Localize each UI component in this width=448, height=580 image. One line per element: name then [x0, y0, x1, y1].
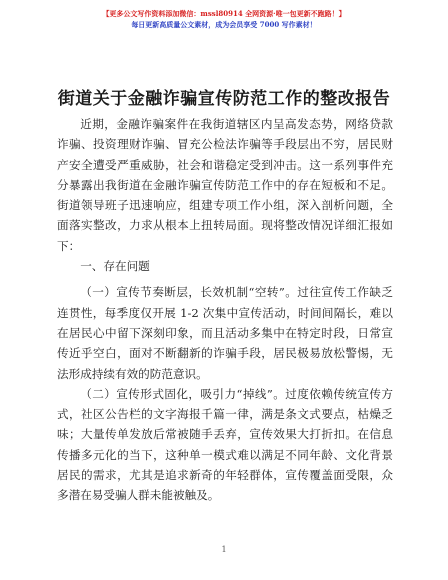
promo-banner-line-1: 【更多公文写作资料添加微信：mssl80914 全网资源·唯一包更新不跑路！】 — [102, 9, 346, 18]
page-number: 1 — [221, 545, 227, 554]
document-body — [57, 114, 393, 506]
intro-paragraph: 近期，金融诈骗案件在我街道辖区内呈高发态势，网络贷款诈骗、投资理财诈骗、冒充公检法诈骗等手段层出不穷，居民财产安全遭受严重威胁，社会和谐稳定受到冲击。这一系列事件充分暴露出我街道在金融诈骗宣传防范工作中的存在短板和不足。街道领导班子迅速响应，组建专项工作小组，深入剖析问题，全面落实整改，力求从根本上扭转局面。现将整改情况详细汇报如下： — [57, 117, 393, 253]
promo-banner — [0, 8, 448, 30]
problem-point-1: （一）宣传节奏断层，长效机制“空转”。过往宣传工作缺乏连贯性，每季度仅开展 1-2 次集中宣传活动，时间间隔长，难以在居民心中留下深刻印象，而且活动多集中在特定时段，日常宣传近乎空白，面对不断翻新的诈骗手段，居民极易放松警惕，无法形成持续有效的防范意识。 — [57, 285, 393, 381]
problem-point-2: （二）宣传形式固化，吸引力“掉线”。过度依赖传统宣传方式，社区公告栏的文字海报千篇一律，满是条文式要点，枯燥乏味；大量传单发放后常被随手丢弃，宣传效果大打折扣。在信息传播多元化的当下，这种单一模式难以满足不同年龄、文化背景居民的需求，尤其是追求新奇的年轻群体，宣传覆盖面受限，众多潜在易受骗人群未能被触及。 — [57, 386, 393, 503]
document-title: 街道关于金融诈骗宣传防范工作的整改报告 — [57, 89, 391, 109]
promo-banner-line-2: 每日更新高质量公文素材，成为会员享受 7000 写作素材！ — [131, 20, 317, 29]
section-heading-problems: 一、存在问题 — [80, 259, 150, 274]
